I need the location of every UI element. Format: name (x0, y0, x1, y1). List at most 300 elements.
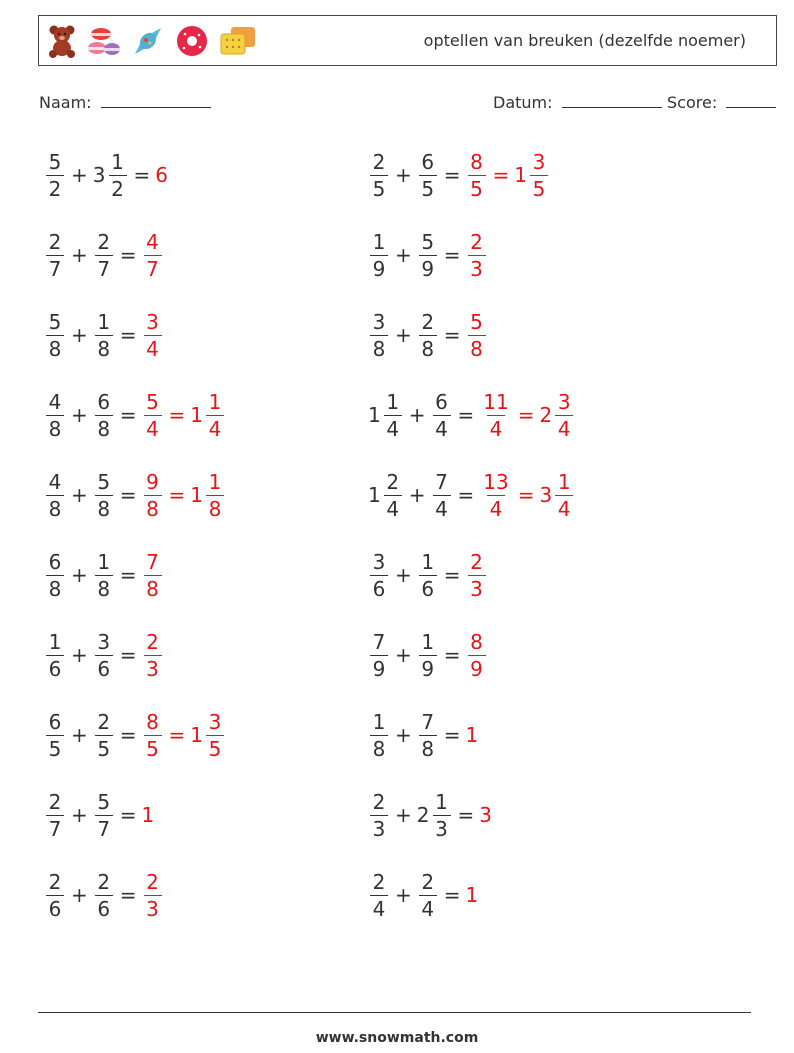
answer-1-denominator: 7 (144, 255, 162, 279)
macarons-icon (87, 24, 121, 58)
answer-1-number (155, 163, 169, 187)
addend-1-denominator: 8 (46, 415, 64, 439)
answer-1-number (466, 549, 488, 601)
plus-sign: + (408, 483, 426, 507)
plus-sign: + (395, 323, 412, 347)
addend-1-denominator: 5 (370, 175, 388, 199)
answer-2-whole: 1 (514, 163, 528, 187)
addend-2-numerator: 1 (97, 549, 111, 574)
addend-2-number (417, 869, 439, 921)
addend-2-fraction (419, 149, 437, 201)
addend-1-denominator: 6 (46, 655, 64, 679)
problem-item (368, 865, 479, 925)
answer (466, 149, 551, 201)
addend-1-denominator: 4 (384, 415, 402, 439)
answer-equals-sign: = (168, 483, 186, 507)
addend-2-denominator: 5 (95, 735, 113, 759)
answer-2-numerator: 1 (208, 469, 222, 494)
addend-2-fraction (109, 149, 127, 201)
answer-1-number (466, 309, 488, 361)
answer-2-whole: 1 (190, 483, 204, 507)
addend-2-denominator: 8 (95, 415, 113, 439)
addend-2-denominator: 9 (419, 255, 437, 279)
plus-sign: + (71, 723, 88, 747)
addend-2-number (93, 389, 115, 441)
addend-1-number (368, 549, 390, 601)
addend-2-numerator: 7 (421, 709, 435, 734)
addend-2-number (93, 629, 115, 681)
answer-1-numerator: 2 (470, 229, 483, 254)
addend-1-numerator: 1 (48, 629, 62, 654)
addend-1-fraction (370, 869, 388, 921)
answer-1-whole: 1 (465, 883, 479, 907)
name-blank[interactable] (101, 93, 211, 108)
addend-1-number (368, 309, 390, 361)
answer-1-fraction (468, 149, 486, 201)
answer-1-numerator: 2 (146, 629, 159, 654)
addend-2-whole: 2 (416, 803, 430, 827)
addend-2-denominator: 9 (419, 655, 437, 679)
date-blank[interactable] (562, 93, 662, 108)
answer-1-number (142, 629, 164, 681)
addend-2-fraction (95, 789, 113, 841)
answer-1-fraction (144, 389, 162, 441)
answer-2-number (539, 469, 575, 521)
addend-1-numerator: 3 (372, 549, 386, 574)
footer-divider (38, 1012, 751, 1013)
addend-1-number (44, 229, 66, 281)
addend-1-number (44, 549, 66, 601)
equals-sign: = (443, 243, 461, 267)
addend-1-fraction (46, 869, 64, 921)
answer (142, 869, 164, 921)
addend-1-numerator: 4 (48, 389, 62, 414)
equals-sign: = (119, 883, 137, 907)
addend-1-fraction (370, 709, 388, 761)
answer-1-fraction (144, 469, 162, 521)
addend-2-fraction (433, 389, 451, 441)
addend-1-numerator: 2 (48, 869, 62, 894)
answer-equals-sign: = (517, 403, 535, 427)
answer-1-numerator: 3 (146, 309, 159, 334)
addend-1-numerator: 3 (372, 309, 386, 334)
equals-sign: = (133, 163, 151, 187)
addend-1-number (368, 229, 390, 281)
addend-1-number (368, 789, 390, 841)
answer-2-number (190, 469, 226, 521)
answer-1-fraction (144, 229, 162, 281)
addend-1-denominator: 8 (370, 735, 388, 759)
addend-1-number (44, 869, 66, 921)
plus-sign: + (395, 883, 412, 907)
addend-2-fraction (95, 389, 113, 441)
answer-1-numerator: 8 (146, 709, 159, 734)
addend-1-numerator: 6 (48, 709, 62, 734)
addend-1-fraction (370, 549, 388, 601)
addend-2-number (93, 549, 115, 601)
answer-1-number (142, 469, 164, 521)
answer-1-number (466, 883, 480, 907)
answer-1-numerator: 8 (470, 629, 483, 654)
answer-1-numerator: 11 (483, 389, 509, 414)
answer (142, 803, 156, 827)
answer-2-denominator: 5 (530, 175, 548, 199)
answer-2-whole: 2 (539, 403, 553, 427)
footer-url: www.snowmath.com (315, 1030, 479, 1046)
addend-1-numerator: 4 (48, 469, 62, 494)
answer-1-fraction (481, 469, 510, 521)
addend-2-denominator: 8 (419, 335, 437, 359)
addend-1-fraction (46, 789, 64, 841)
addend-1-fraction (46, 709, 64, 761)
answer-1-fraction (144, 709, 162, 761)
addend-2-number (93, 789, 115, 841)
addend-2-fraction (95, 709, 113, 761)
addend-1-numerator: 2 (372, 869, 386, 894)
plus-sign: + (395, 643, 412, 667)
addend-2-fraction (419, 709, 437, 761)
equals-sign: = (443, 323, 461, 347)
answer-2-numerator: 3 (532, 149, 546, 174)
date-label: Datum: (493, 93, 553, 112)
problem-item (368, 625, 488, 685)
addend-2-number (93, 309, 115, 361)
problem-item (44, 705, 226, 765)
answer-1-fraction (468, 309, 486, 361)
addend-1-denominator: 9 (370, 655, 388, 679)
addend-2-number (417, 149, 439, 201)
problem-item (368, 545, 488, 605)
addend-1-number (368, 629, 390, 681)
answer-2-denominator: 4 (555, 495, 573, 519)
answer (466, 629, 488, 681)
equals-sign: = (119, 403, 137, 427)
addend-1-denominator: 8 (370, 335, 388, 359)
answer-1-fraction (468, 549, 486, 601)
answer-1-fraction (144, 309, 162, 361)
addend-1-fraction (46, 469, 64, 521)
answer-1-number (466, 629, 488, 681)
answer (142, 229, 164, 281)
answer-1-denominator: 4 (144, 335, 162, 359)
addend-2-number (93, 709, 115, 761)
addend-2-numerator: 3 (97, 629, 111, 654)
answer-1-denominator: 9 (468, 655, 486, 679)
addend-2-fraction (419, 229, 437, 281)
addend-1-numerator: 2 (372, 789, 386, 814)
equals-sign: = (119, 323, 137, 347)
answer-1-number (466, 723, 480, 747)
addend-2-fraction (95, 549, 113, 601)
addend-2-number (431, 389, 453, 441)
answer-1-whole: 1 (141, 803, 155, 827)
equals-sign: = (119, 483, 137, 507)
addend-2-number (93, 469, 115, 521)
addend-1-denominator: 5 (46, 735, 64, 759)
addend-1-denominator: 2 (46, 175, 64, 199)
answer-1-denominator: 3 (468, 575, 486, 599)
answer-1-numerator: 5 (146, 389, 159, 414)
addend-2-number (92, 149, 129, 201)
addend-1-fraction (370, 309, 388, 361)
equals-sign: = (457, 483, 475, 507)
addend-1-number (368, 469, 404, 521)
answer-1-denominator: 8 (468, 335, 486, 359)
answer-1-numerator: 9 (146, 469, 159, 494)
addend-1-fraction (46, 309, 64, 361)
answer-1-number (466, 149, 488, 201)
addend-2-number (417, 629, 439, 681)
answer-1-number (142, 803, 156, 827)
addend-2-denominator: 4 (433, 415, 451, 439)
problem-item (368, 385, 575, 445)
answer-1-number (479, 389, 512, 441)
addend-1-fraction (46, 389, 64, 441)
addend-2-denominator: 8 (95, 335, 113, 359)
addend-2-denominator: 4 (433, 495, 451, 519)
teddy-bear-icon (47, 24, 77, 58)
answer-1-fraction (144, 869, 162, 921)
addend-2-fraction (433, 789, 451, 841)
answer (142, 469, 227, 521)
addend-1-numerator: 6 (48, 549, 62, 574)
answer (479, 803, 493, 827)
answer-1-number (479, 803, 493, 827)
addend-2-numerator: 2 (97, 869, 111, 894)
addend-2-denominator: 3 (433, 815, 451, 839)
answer-2-numerator: 1 (557, 469, 571, 494)
answer-1-numerator: 7 (146, 549, 159, 574)
answer-2-denominator: 4 (555, 415, 573, 439)
equals-sign: = (457, 803, 475, 827)
answer (142, 709, 227, 761)
answer (466, 229, 488, 281)
addend-2-denominator: 2 (109, 175, 127, 199)
addend-2-numerator: 2 (97, 229, 111, 254)
answer-1-numerator: 5 (470, 309, 483, 334)
answer-1-denominator: 4 (487, 415, 505, 439)
addend-2-denominator: 7 (95, 815, 113, 839)
addend-2-fraction (419, 309, 437, 361)
date-field (493, 93, 662, 112)
addend-2-number (417, 309, 439, 361)
addend-2-numerator: 7 (435, 469, 448, 494)
addend-1-denominator: 7 (46, 815, 64, 839)
addend-1-number (44, 149, 66, 201)
problem-item (44, 625, 164, 685)
answer-1-denominator: 8 (144, 575, 162, 599)
problem-item (44, 385, 226, 445)
answer-2-numerator: 1 (208, 389, 222, 414)
answer-2-whole: 1 (190, 723, 204, 747)
addend-1-fraction (46, 149, 64, 201)
equals-sign: = (457, 403, 475, 427)
addend-1-denominator: 8 (46, 575, 64, 599)
answer-1-number (479, 469, 512, 521)
score-label: Score: (667, 93, 718, 112)
answer-equals-sign: = (517, 483, 535, 507)
addend-2-numerator: 1 (97, 309, 111, 334)
plus-sign: + (71, 803, 88, 827)
plus-sign: + (395, 243, 412, 267)
answer-1-whole: 1 (465, 723, 479, 747)
name-field (39, 93, 211, 112)
addend-1-number (368, 389, 404, 441)
addend-2-fraction (95, 309, 113, 361)
answer-2-fraction (206, 469, 224, 521)
addend-1-denominator: 4 (384, 495, 402, 519)
answer-1-fraction (468, 629, 486, 681)
answer-1-fraction (144, 629, 162, 681)
addend-1-numerator: 5 (48, 149, 62, 174)
answer-2-fraction (206, 709, 224, 761)
addend-2-numerator: 6 (97, 389, 111, 414)
addend-2-numerator: 1 (421, 629, 435, 654)
answer (142, 629, 164, 681)
plus-sign: + (395, 803, 412, 827)
answer-2-fraction (530, 149, 548, 201)
answer-1-denominator: 4 (144, 415, 162, 439)
answer (466, 883, 480, 907)
addend-1-number (44, 789, 66, 841)
addend-2-numerator: 5 (421, 229, 435, 254)
answer-2-whole: 1 (190, 403, 204, 427)
addend-1-number (44, 709, 66, 761)
addend-1-number (44, 309, 66, 361)
equals-sign: = (443, 163, 461, 187)
equals-sign: = (119, 643, 137, 667)
addend-2-fraction (95, 629, 113, 681)
candy-icon (131, 24, 165, 58)
addend-1-numerator: 2 (48, 789, 62, 814)
addend-2-fraction (419, 629, 437, 681)
plus-sign: + (71, 883, 88, 907)
addend-2-numerator: 2 (97, 709, 111, 734)
donut-icon (175, 24, 209, 58)
answer-1-number (142, 389, 164, 441)
answer-1-whole: 3 (479, 803, 492, 827)
addend-2-numerator: 5 (97, 789, 111, 814)
answer-2-denominator: 4 (206, 415, 224, 439)
answer-1-number (142, 549, 164, 601)
addend-1-number (368, 709, 390, 761)
addend-1-fraction (370, 229, 388, 281)
addend-1-fraction (46, 229, 64, 281)
problem-item (368, 145, 550, 205)
answer-1-number (142, 709, 164, 761)
addend-1-numerator: 5 (48, 309, 62, 334)
plus-sign: + (71, 483, 88, 507)
addend-2-numerator: 1 (421, 549, 435, 574)
plus-sign: + (71, 323, 88, 347)
plus-sign: + (395, 563, 412, 587)
icon-strip (47, 24, 257, 58)
answer (466, 723, 480, 747)
answer-2-numerator: 3 (208, 709, 222, 734)
plus-sign: + (71, 163, 88, 187)
answer-1-number (466, 229, 488, 281)
addend-1-numerator: 1 (372, 709, 386, 734)
addend-1-numerator: 1 (386, 389, 400, 414)
addend-2-denominator: 6 (419, 575, 437, 599)
answer-2-number (190, 389, 226, 441)
equals-sign: = (119, 563, 137, 587)
addend-1-fraction (46, 629, 64, 681)
addend-2-fraction (433, 469, 451, 521)
addend-1-fraction (370, 149, 388, 201)
answer-1-number (142, 309, 164, 361)
answer (466, 309, 488, 361)
score-blank[interactable] (726, 93, 776, 108)
problem-item (368, 305, 488, 365)
addend-1-number (44, 469, 66, 521)
addend-2-denominator: 8 (95, 495, 113, 519)
answer-1-denominator: 4 (487, 495, 505, 519)
addend-2-number (93, 869, 115, 921)
problem-item (44, 545, 164, 605)
addend-1-denominator: 9 (370, 255, 388, 279)
answer-1-number (142, 229, 164, 281)
addend-2-denominator: 8 (419, 735, 437, 759)
plus-sign: + (71, 403, 88, 427)
name-label: Naam: (39, 93, 92, 112)
problem-item (44, 785, 155, 845)
answer-1-numerator: 2 (146, 869, 159, 894)
addend-2-whole: 3 (92, 163, 106, 187)
addend-2-numerator: 5 (97, 469, 111, 494)
addend-1-number (44, 389, 66, 441)
equals-sign: = (119, 243, 137, 267)
addend-1-denominator: 6 (370, 575, 388, 599)
answer (479, 469, 575, 521)
addend-2-numerator: 6 (421, 149, 435, 174)
equals-sign: = (119, 723, 137, 747)
worksheet-header (38, 15, 777, 66)
answer-1-number (142, 869, 164, 921)
addend-1-number (368, 149, 390, 201)
answer-2-numerator: 3 (557, 389, 571, 414)
plus-sign: + (71, 563, 88, 587)
answer-2-denominator: 8 (206, 495, 224, 519)
addend-1-whole: 1 (368, 483, 381, 507)
addend-2-numerator: 2 (421, 309, 435, 334)
problem-item (44, 225, 164, 285)
answer-1-numerator: 4 (146, 229, 159, 254)
addend-2-numerator: 1 (111, 149, 124, 174)
plus-sign: + (408, 403, 426, 427)
addend-2-numerator: 2 (421, 869, 435, 894)
addend-1-numerator: 1 (372, 229, 386, 254)
addend-1-whole: 1 (368, 403, 381, 427)
addend-1-fraction (46, 549, 64, 601)
plus-sign: + (395, 723, 412, 747)
addend-1-number (44, 629, 66, 681)
problem-item (44, 305, 164, 365)
answer-2-number (190, 709, 226, 761)
cracker-icon (219, 24, 257, 58)
addend-2-denominator: 4 (419, 895, 437, 919)
addend-2-denominator: 5 (419, 175, 437, 199)
problem-item (368, 225, 488, 285)
answer-equals-sign: = (168, 723, 186, 747)
addend-1-numerator: 2 (48, 229, 62, 254)
addend-1-numerator: 7 (372, 629, 386, 654)
addend-2-number (93, 229, 115, 281)
addend-2-number (417, 229, 439, 281)
problem-item (44, 465, 226, 525)
answer-2-whole: 3 (539, 483, 553, 507)
answer-1-denominator: 5 (144, 735, 162, 759)
